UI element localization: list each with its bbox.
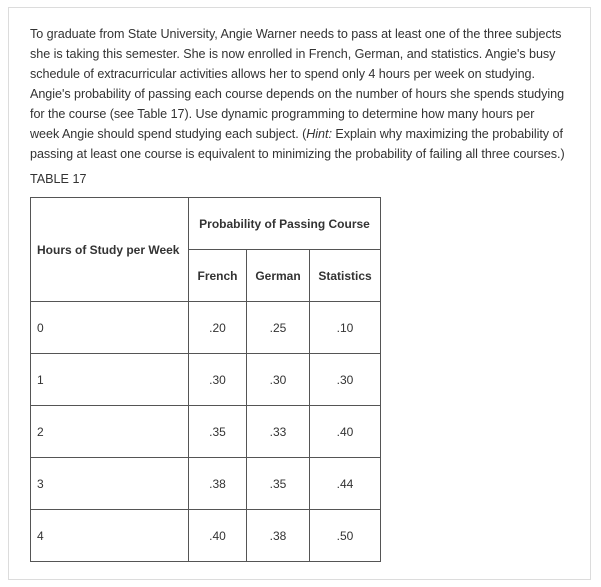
problem-line: Angie's probability of passing each course depends on the number of hours she spends studying xyxy=(30,87,565,101)
value-cell: .40 xyxy=(310,406,381,458)
problem-line: passing at least one course is equivalent to minimizing the probability of failing all three courses.) xyxy=(30,147,565,161)
value-cell: .35 xyxy=(247,458,310,510)
value-cell: .30 xyxy=(247,354,310,406)
problem-line-text: week Angie should spend studying each subject. ( xyxy=(30,127,307,141)
value-cell: .38 xyxy=(247,510,310,562)
problem-line: schedule of extracurricular activities allows her to spend only 4 hours per week on studying. xyxy=(30,67,535,81)
table-row xyxy=(31,302,381,354)
column-header-statistics: Statistics xyxy=(310,250,381,302)
problem-line xyxy=(30,124,575,144)
hours-cell: 4 xyxy=(31,510,189,562)
value-cell: .30 xyxy=(189,354,247,406)
problem-line: To graduate from State University, Angie Warner needs to pass at least one of the three subjects xyxy=(30,27,562,41)
table-row xyxy=(31,458,381,510)
group-header: Probability of Passing Course xyxy=(189,198,381,250)
table-row xyxy=(31,406,381,458)
value-cell: .10 xyxy=(310,302,381,354)
hours-cell: 3 xyxy=(31,458,189,510)
table-row xyxy=(31,354,381,406)
column-header-french: French xyxy=(189,250,247,302)
problem-statement xyxy=(30,24,575,164)
value-cell: .20 xyxy=(189,302,247,354)
value-cell: .30 xyxy=(310,354,381,406)
value-cell: .44 xyxy=(310,458,381,510)
value-cell: .38 xyxy=(189,458,247,510)
hours-cell: 1 xyxy=(31,354,189,406)
hours-cell: 2 xyxy=(31,406,189,458)
value-cell: .50 xyxy=(310,510,381,562)
problem-line: for the course (see Table 17). Use dynamic programming to determine how many hours per xyxy=(30,107,535,121)
table-row xyxy=(31,510,381,562)
problem-line-text: Explain why maximizing the probability of xyxy=(331,127,563,141)
probability-table xyxy=(30,197,381,562)
column-header-german: German xyxy=(247,250,310,302)
value-cell: .40 xyxy=(189,510,247,562)
problem-line: she is taking this semester. She is now enrolled in French, German, and statistics. Angie's busy xyxy=(30,47,556,61)
hours-cell: 0 xyxy=(31,302,189,354)
row-header: Hours of Study per Week xyxy=(31,198,189,302)
hint-label: Hint: xyxy=(306,127,332,141)
value-cell: .35 xyxy=(189,406,247,458)
table-label: TABLE 17 xyxy=(30,172,87,186)
value-cell: .33 xyxy=(247,406,310,458)
value-cell: .25 xyxy=(247,302,310,354)
